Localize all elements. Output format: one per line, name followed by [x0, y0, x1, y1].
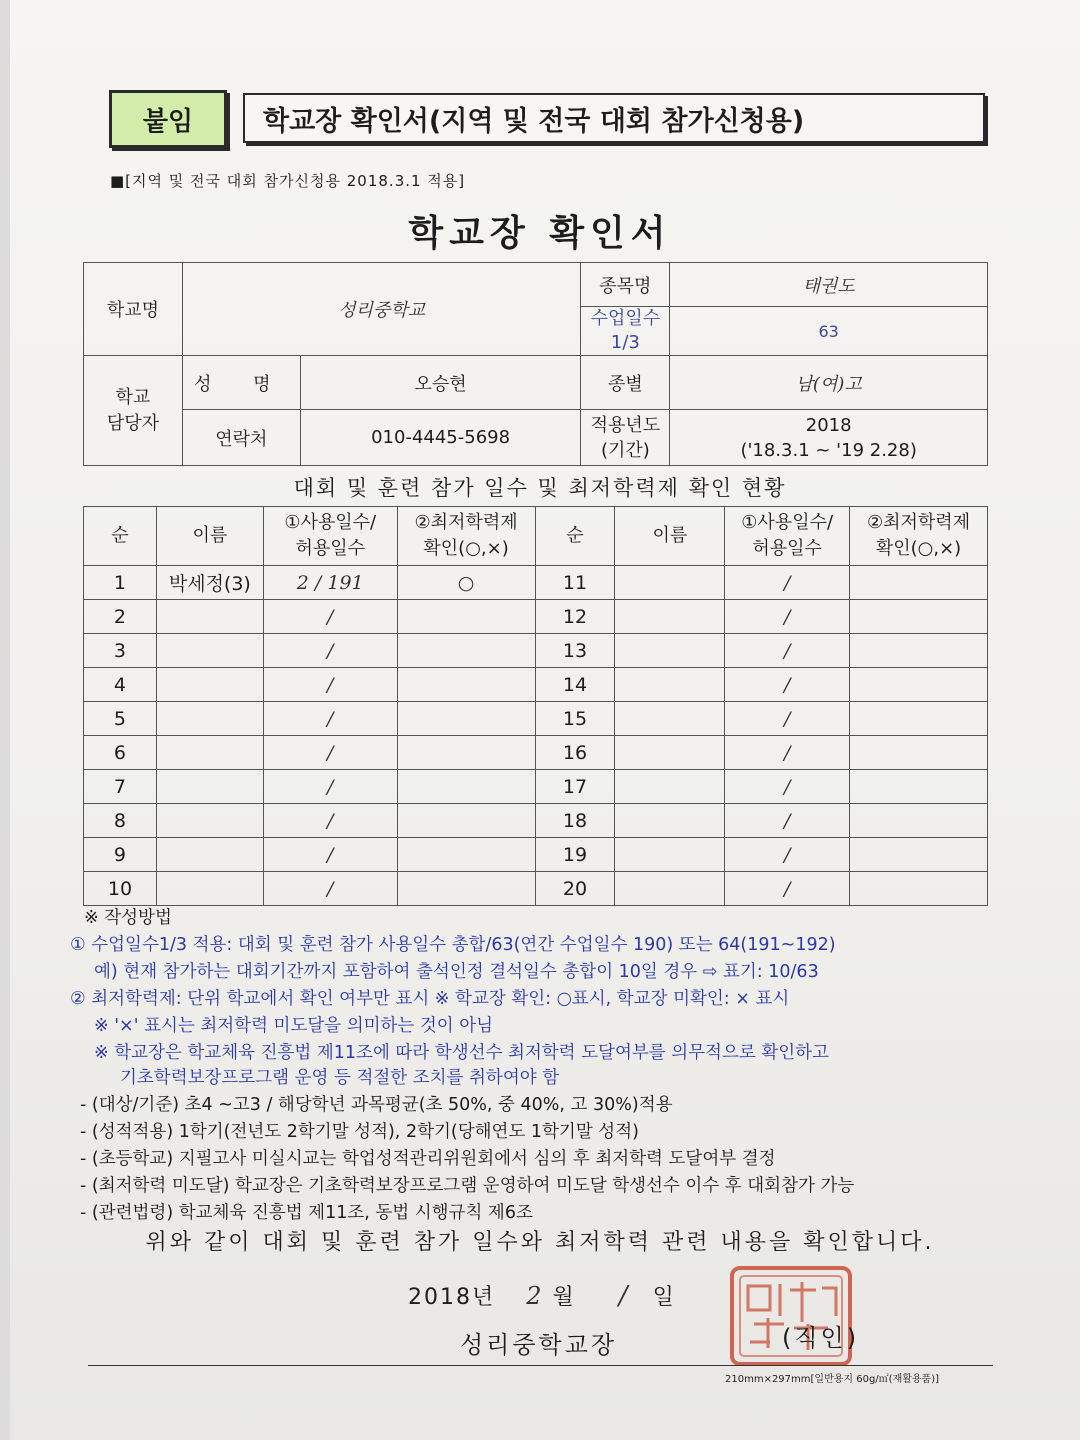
row-name-right: [615, 736, 725, 770]
row-check: [397, 838, 535, 872]
year-label-line1: 적용년도: [590, 414, 661, 436]
header-days-right: [725, 507, 850, 566]
row-no-right: 14: [535, 668, 615, 702]
row-name-right: [615, 668, 725, 702]
note-line-11: - (관련법령) 학교체육 진흥법 제11조, 동법 시행규칙 제6조: [80, 1203, 533, 1223]
row-check-right: [850, 634, 988, 668]
table-row: [84, 838, 988, 872]
staff-label: [84, 356, 183, 466]
confirmation-text: 위와 같이 대회 및 훈련 참가 일수와 최저학력 관련 내용을 확인합니다.: [145, 1230, 935, 1255]
status-title: 대회 및 훈련 참가 일수 및 최저학력제 확인 현황: [293, 476, 787, 500]
row-no-right: 20: [535, 872, 615, 906]
signature-date: [408, 1280, 676, 1311]
table-row: [84, 872, 988, 906]
row-days: /: [263, 872, 397, 906]
header-no-right: 순: [535, 507, 615, 566]
note-line-3: ② 최저학력제: 단위 학교에서 확인 여부만 표시 ※ 학교장 확인: ○표시, 학교장 미확인: × 표시: [70, 989, 790, 1009]
note-line-8: - (성적적용) 1학기(전년도 2학기말 성적), 2학기(당해연도 1학기말 성적): [80, 1122, 639, 1142]
attachment-tag: 붙임: [109, 90, 227, 148]
document-title: 학교장 확인서: [408, 213, 672, 254]
footer-divider: [88, 1365, 993, 1366]
row-days-right: /: [725, 838, 850, 872]
note-line-7: - (대상/기준) 초4 ~고3 / 해당학년 과목평균(초 50%, 중 40%, 고 30%)적용: [80, 1095, 673, 1115]
header-check-line1: ②최저학력제: [414, 512, 518, 533]
row-days-right: /: [725, 736, 850, 770]
row-no-right: 16: [535, 736, 615, 770]
row-no-right: 12: [535, 600, 615, 634]
row-days-right: /: [725, 872, 850, 906]
row-no-right: 13: [535, 634, 615, 668]
note-line-4: ※ '×' 표시는 최저학력 미도달을 의미하는 것이 아님: [94, 1016, 494, 1036]
header-days-right-line1: ①사용일수/: [741, 512, 834, 533]
table-row: [84, 566, 988, 600]
row-days-right: /: [725, 668, 850, 702]
row-days: /: [263, 668, 397, 702]
table-row: [84, 600, 988, 634]
notes-heading: ※ 작성방법: [84, 908, 172, 928]
row-no-right: 17: [535, 770, 615, 804]
row-name-right: [615, 566, 725, 600]
table-body: [84, 566, 988, 906]
participation-table: [83, 506, 988, 906]
row-days-right: /: [725, 702, 850, 736]
school-label: 학교명: [84, 263, 183, 356]
row-no: 9: [84, 838, 157, 872]
row-check: [397, 736, 535, 770]
row-days-right: /: [725, 566, 850, 600]
header-days-line2: 허용일수: [295, 538, 365, 559]
row-check: [397, 702, 535, 736]
headline-box: 학교장 확인서(지역 및 전국 대회 참가신청용): [243, 93, 985, 143]
row-no: 7: [84, 770, 157, 804]
note-line-5: ※ 학교장은 학교체육 진흥법 제11조에 따라 학생선수 최저학력 도달여부를 의무적으로 확인하고: [94, 1043, 829, 1063]
note-line-9: - (초등학교) 지필고사 미실시교는 학업성적관리위원회에서 심의 후 최저학력 도달여부 결정: [80, 1149, 776, 1169]
table-row: [84, 804, 988, 838]
row-name-right: [615, 838, 725, 872]
header-name-right: 이름: [615, 507, 725, 566]
row-check: [397, 804, 535, 838]
row-check-right: [850, 702, 988, 736]
row-name: [156, 600, 263, 634]
row-days: /: [263, 634, 397, 668]
date-month: 2: [526, 1282, 544, 1310]
row-name: [156, 838, 263, 872]
row-days: /: [263, 736, 397, 770]
name-value: 오승현: [300, 356, 581, 410]
instructions: [70, 905, 1030, 1227]
staff-label-line1: 학교: [115, 386, 151, 408]
header-no: 순: [84, 507, 157, 566]
header-check-right: [850, 507, 988, 566]
header-check-line2: 확인(○,×): [423, 538, 509, 559]
principal-name: 성리중학교장: [460, 1331, 618, 1359]
table-header-row: [84, 507, 988, 566]
year-value: [670, 410, 988, 466]
row-name: [156, 702, 263, 736]
row-no: 6: [84, 736, 157, 770]
row-no: 5: [84, 702, 157, 736]
row-name-right: [615, 804, 725, 838]
table-row: [84, 634, 988, 668]
date-year: 2018년: [408, 1285, 496, 1310]
event-value: 태권도: [670, 263, 988, 307]
row-days: /: [263, 702, 397, 736]
seal-label: (직인): [782, 1324, 860, 1352]
row-name: 박세정(3): [156, 566, 263, 600]
year-value-line: 2018: [805, 414, 852, 436]
row-no-right: 15: [535, 702, 615, 736]
row-check-right: [850, 804, 988, 838]
year-label: [581, 410, 670, 466]
contact-label: 연락처: [182, 410, 300, 466]
row-check-right: [850, 600, 988, 634]
row-name-right: [615, 600, 725, 634]
row-no: 1: [84, 566, 157, 600]
contact-value: 010-4445-5698: [300, 410, 581, 466]
note-line-1: ① 수업일수1/3 적용: 대회 및 훈련 참가 사용일수 총합/63(연간 수업일수 190) 또는 64(191~192): [70, 935, 836, 955]
header-check: [397, 507, 535, 566]
header-days-right-line2: 허용일수: [752, 538, 822, 559]
row-no: 10: [84, 872, 157, 906]
row-no-right: 18: [535, 804, 615, 838]
row-check: [397, 668, 535, 702]
header-name: 이름: [156, 507, 263, 566]
row-days: 2 / 191: [263, 566, 397, 600]
row-no-right: 11: [535, 566, 615, 600]
row-check: [397, 872, 535, 906]
row-check-right: [850, 872, 988, 906]
row-days-right: /: [725, 804, 850, 838]
row-name-right: [615, 702, 725, 736]
school-seal-stamp: [724, 1262, 864, 1372]
header-days-line1: ①사용일수/: [284, 512, 377, 533]
date-day: /: [618, 1281, 630, 1311]
period-value-line: ('18.3.1 ~ '19 2.28): [740, 439, 917, 461]
row-check-right: [850, 736, 988, 770]
applied-note: ■[지역 및 전국 대회 참가신청용 2018.3.1 적용]: [110, 172, 466, 190]
table-row: [84, 702, 988, 736]
row-name-right: [615, 634, 725, 668]
note-line-10: - (최저학력 미도달) 학교장은 기초학력보장프로그램 운영하여 미도달 학생선수 이수 후 대회참가 가능: [80, 1176, 855, 1196]
row-name: [156, 634, 263, 668]
row-no: 2: [84, 600, 157, 634]
header-check-right-line2: 확인(○,×): [875, 538, 962, 559]
row-check-right: [850, 770, 988, 804]
type-value: 남(여)고: [670, 356, 988, 410]
row-check-right: [850, 566, 988, 600]
class-days-label: [581, 307, 670, 356]
row-days: /: [263, 838, 397, 872]
row-days-right: /: [725, 770, 850, 804]
row-name-right: [615, 872, 725, 906]
header-check-right-line1: ②최저학력제: [867, 512, 971, 533]
row-no-right: 19: [535, 838, 615, 872]
info-table: [83, 262, 988, 466]
row-check: [397, 770, 535, 804]
row-days-right: /: [725, 634, 850, 668]
row-check: [397, 634, 535, 668]
row-name-right: [615, 770, 725, 804]
row-days: /: [263, 600, 397, 634]
event-label: 종목명: [581, 263, 670, 307]
row-check-right: [850, 838, 988, 872]
type-label: 종별: [581, 356, 670, 410]
table-row: [84, 736, 988, 770]
name-label: 성 명: [182, 356, 300, 410]
table-row: [84, 770, 988, 804]
table-row: [84, 668, 988, 702]
row-name: [156, 736, 263, 770]
school-value: 성리중학교: [182, 263, 581, 356]
paper-spec: 210mm×297mm[일반용지 60g/㎡(재활용품)]: [725, 1374, 940, 1385]
class-days-value: 63: [670, 307, 988, 356]
row-days-right: /: [725, 600, 850, 634]
date-day-unit: 일: [652, 1285, 676, 1310]
class-days-label-line2: 1/3: [610, 332, 640, 353]
row-check: [397, 600, 535, 634]
row-name: [156, 872, 263, 906]
date-month-unit: 월: [552, 1285, 576, 1310]
row-name: [156, 770, 263, 804]
note-line-2: 예) 현재 참가하는 대회기간까지 포함하여 출석인정 결석일수 총합이 10일 경우 ⇨ 표기: 10/63: [94, 962, 819, 982]
row-days: /: [263, 770, 397, 804]
row-days: /: [263, 804, 397, 838]
row-no: 8: [84, 804, 157, 838]
row-no: 3: [84, 634, 157, 668]
class-days-label-line1: 수업일수: [590, 308, 661, 329]
note-line-6: 기초학력보장프로그램 운영 등 적절한 조치를 취하여야 함: [120, 1068, 560, 1088]
year-label-line2: (기간): [600, 439, 650, 461]
row-name: [156, 804, 263, 838]
row-name: [156, 668, 263, 702]
row-check: ○: [397, 566, 535, 600]
row-no: 4: [84, 668, 157, 702]
header-days: [263, 507, 397, 566]
staff-label-line2: 담당자: [106, 412, 160, 434]
row-check-right: [850, 668, 988, 702]
